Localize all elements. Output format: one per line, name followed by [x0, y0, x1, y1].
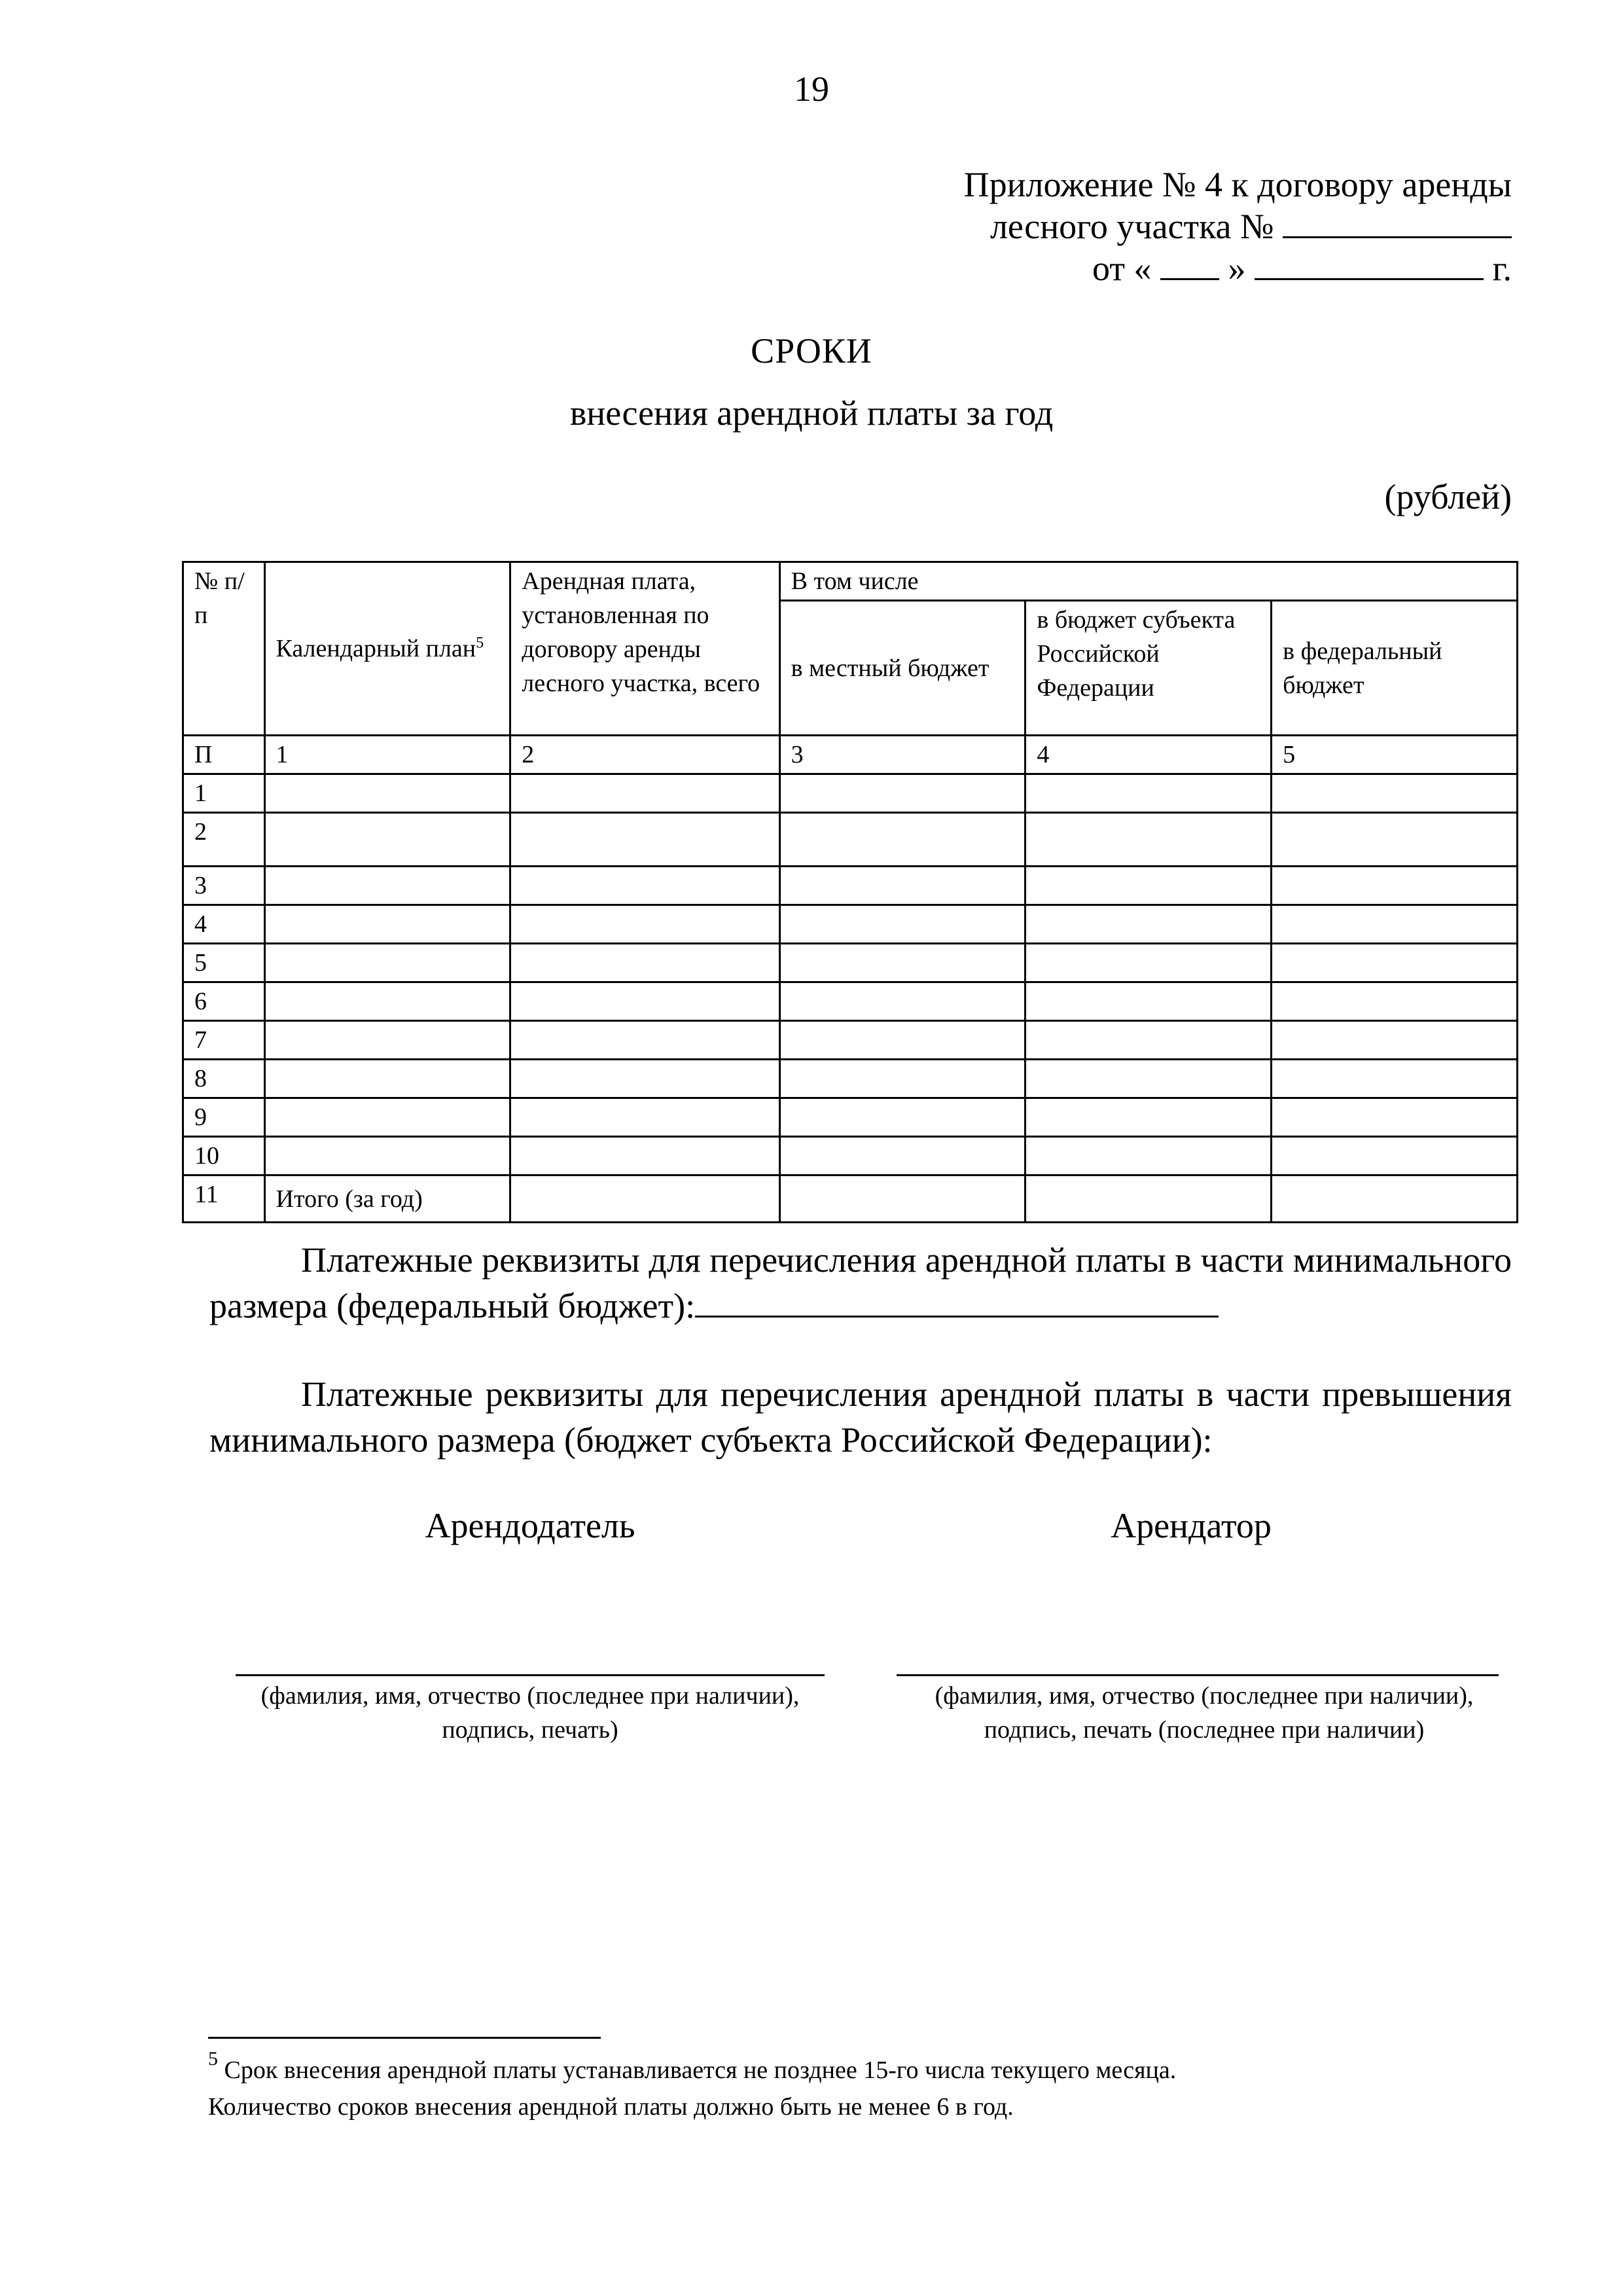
- row-federal-cell: [1272, 1137, 1518, 1175]
- subject-requisites-text: Платежные реквизиты для перечисления арендной платы в части превышения минимального размера (бюджет субъекта Российской Федерации):: [209, 1374, 1512, 1460]
- row-federal-cell: [1272, 774, 1518, 813]
- row-plan-cell: [264, 905, 510, 944]
- header-plan: [264, 562, 510, 736]
- row-local-cell: [779, 1098, 1026, 1137]
- federal-requisites-blank: [695, 1284, 1219, 1318]
- row-total-cell: [510, 1175, 779, 1223]
- table-row: [183, 905, 1518, 944]
- column-number: 4: [1026, 736, 1272, 774]
- row-local-cell: [779, 1021, 1026, 1060]
- row-total-cell: [510, 905, 779, 944]
- table-row: [183, 1098, 1518, 1137]
- appendix-line-2: [964, 206, 1512, 247]
- row-total-cell: [510, 867, 779, 905]
- row-number: 2: [183, 813, 265, 867]
- row-subject-cell: [1026, 982, 1272, 1021]
- row-number: 8: [183, 1060, 265, 1098]
- row-local-cell: [779, 774, 1026, 813]
- table-row: [183, 982, 1518, 1021]
- row-subject-cell: [1026, 1175, 1272, 1223]
- payment-schedule-table: [182, 561, 1518, 1223]
- lessee-label: Арендатор: [1111, 1506, 1272, 1545]
- row-local-cell: [779, 1060, 1026, 1098]
- row-number: 4: [183, 905, 265, 944]
- row-subject-cell: [1026, 1021, 1272, 1060]
- header-local-budget: в местный бюджет: [779, 601, 1026, 736]
- row-number: 1: [183, 774, 265, 813]
- row-subject-cell: [1026, 774, 1272, 813]
- row-total-cell: [510, 774, 779, 813]
- table-row: [183, 867, 1518, 905]
- row-subject-cell: [1026, 1137, 1272, 1175]
- table-row: [183, 813, 1518, 867]
- row-number: 7: [183, 1021, 265, 1060]
- federal-requisites-text: Платежные реквизиты для перечисления арендной платы в части минимального размера (федеральный бюджет):: [209, 1240, 1512, 1325]
- row-subject-cell: [1026, 813, 1272, 867]
- row-number: 3: [183, 867, 265, 905]
- row-local-cell: [779, 982, 1026, 1021]
- row-plan-cell: [264, 867, 510, 905]
- year-suffix: г.: [1492, 249, 1512, 288]
- column-number: 3: [779, 736, 1026, 774]
- row-total-cell: [510, 982, 779, 1021]
- row-number: 5: [183, 944, 265, 982]
- row-plan-cell: [264, 1137, 510, 1175]
- appendix-header: [964, 164, 1512, 289]
- row-federal-cell: [1272, 813, 1518, 867]
- row-federal-cell: [1272, 944, 1518, 982]
- row-subject-cell: [1026, 1098, 1272, 1137]
- row-local-cell: [779, 1175, 1026, 1223]
- subject-requisites: [209, 1371, 1512, 1463]
- lessor-caption-line-2: подпись, печать): [442, 1716, 618, 1744]
- date-middle: »: [1228, 249, 1246, 288]
- row-plan-cell: [264, 813, 510, 867]
- lessor-label: Арендодатель: [425, 1506, 635, 1545]
- lessor-signature-line: [236, 1674, 825, 1676]
- row-subject-cell: [1026, 867, 1272, 905]
- row-subject-cell: [1026, 1060, 1272, 1098]
- row-number: 10: [183, 1137, 265, 1175]
- document-title: СРОКИ: [751, 331, 872, 370]
- header-num: № п/п: [183, 562, 265, 736]
- row-total-cell: [510, 944, 779, 982]
- row-plan-cell: [264, 774, 510, 813]
- row-total-cell: [510, 1060, 779, 1098]
- row-plan-cell: [264, 982, 510, 1021]
- currency-unit: (рублей): [1384, 477, 1512, 516]
- header-subject-budget: в бюджет субъекта Российской Федерации: [1026, 601, 1272, 736]
- column-number: П: [183, 736, 265, 774]
- row-local-cell: [779, 944, 1026, 982]
- row-federal-cell: [1272, 867, 1518, 905]
- day-blank: [1160, 249, 1219, 280]
- appendix-line-1: Приложение № 4 к договору аренды: [963, 165, 1512, 204]
- appendix-line-3: [964, 247, 1512, 289]
- row-local-cell: [779, 1137, 1026, 1175]
- row-federal-cell: [1272, 982, 1518, 1021]
- row-federal-cell: [1272, 1098, 1518, 1137]
- column-number: 2: [510, 736, 779, 774]
- lessee-caption-line-1: (фамилия, имя, отчество (последнее при наличии),: [935, 1682, 1474, 1710]
- row-local-cell: [779, 867, 1026, 905]
- lessee-signature-line: [897, 1674, 1499, 1676]
- row-federal-cell: [1272, 1175, 1518, 1223]
- lessor-caption-line-1: (фамилия, имя, отчество (последнее при наличии),: [260, 1682, 800, 1710]
- footnote-ref: 5: [476, 634, 484, 652]
- row-local-cell: [779, 905, 1026, 944]
- page-number: 19: [794, 69, 829, 109]
- table-row: [183, 944, 1518, 982]
- row-total-cell: [510, 1137, 779, 1175]
- lessee-caption-line-2: подпись, печать (последнее при наличии): [984, 1716, 1425, 1744]
- footnote-line-1: [208, 2048, 1484, 2089]
- row-total-cell: [510, 1098, 779, 1137]
- row-total-cell: [510, 1021, 779, 1060]
- date-prefix: от «: [1092, 249, 1152, 288]
- table-row-total: [183, 1175, 1518, 1223]
- footnote: [208, 2048, 1484, 2125]
- column-number: 1: [264, 736, 510, 774]
- month-blank: [1255, 249, 1484, 280]
- row-federal-cell: [1272, 1060, 1518, 1098]
- footnote-marker: 5: [208, 2048, 218, 2070]
- header-total: Арендная плата, установленная по договору аренды лесного участка, всего: [510, 562, 779, 736]
- table-row: [183, 1060, 1518, 1098]
- table-row: [183, 1021, 1518, 1060]
- header-including: В том числе: [779, 562, 1517, 601]
- federal-requisites: [209, 1237, 1512, 1329]
- footnote-text-1: Срок внесения арендной платы устанавливается не позднее 15-го числа текущего месяца.: [224, 2056, 1177, 2084]
- header-federal-budget: в федеральный бюджет: [1272, 601, 1518, 736]
- table-row: [183, 1137, 1518, 1175]
- row-number: 11: [183, 1175, 265, 1223]
- header-plan-label: Календарный план: [276, 635, 476, 662]
- table-row: [183, 774, 1518, 813]
- row-federal-cell: [1272, 1021, 1518, 1060]
- row-subject-cell: [1026, 905, 1272, 944]
- row-number: 6: [183, 982, 265, 1021]
- column-number: 5: [1272, 736, 1518, 774]
- footnote-line-2: Количество сроков внесения арендной платы должно быть не менее 6 в год.: [208, 2093, 1014, 2121]
- row-local-cell: [779, 813, 1026, 867]
- row-number: 9: [183, 1098, 265, 1137]
- document-subtitle: внесения арендной платы за год: [569, 393, 1054, 433]
- contract-number-blank: [1283, 207, 1512, 238]
- row-subject-cell: [1026, 944, 1272, 982]
- column-number-row: [183, 736, 1518, 774]
- lessor-signature-caption: [216, 1679, 844, 1747]
- row-plan-cell: [264, 1021, 510, 1060]
- appendix-contract-label: лесного участка №: [990, 207, 1274, 246]
- row-plan-cell: [264, 944, 510, 982]
- footnote-separator: [208, 2037, 601, 2039]
- lessee-signature-caption: [890, 1679, 1518, 1747]
- row-plan-cell: [264, 1060, 510, 1098]
- row-total-cell: [510, 813, 779, 867]
- row-federal-cell: [1272, 905, 1518, 944]
- row-plan-cell: Итого (за год): [264, 1175, 510, 1223]
- row-plan-cell: [264, 1098, 510, 1137]
